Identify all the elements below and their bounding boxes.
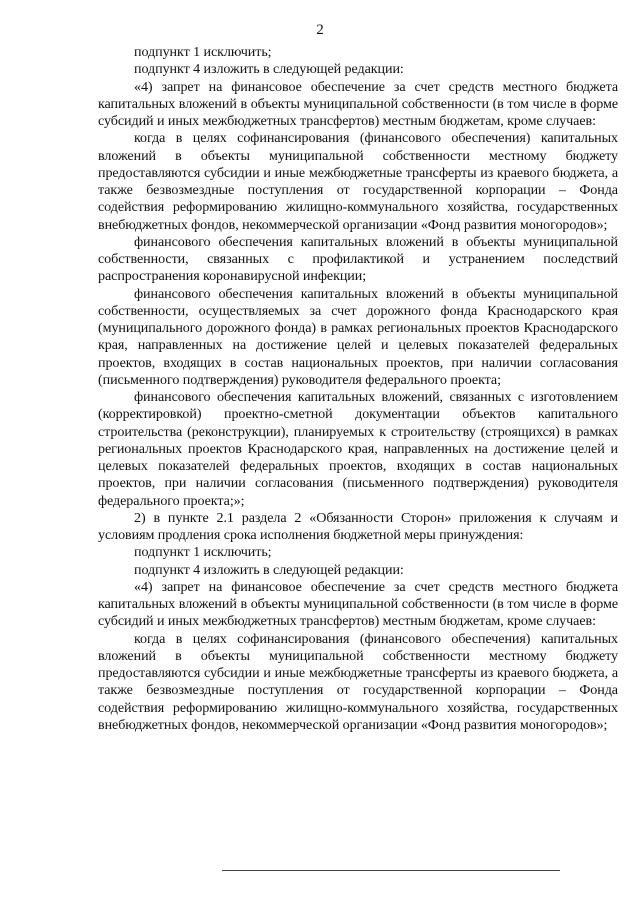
- paragraph: подпункт 4 изложить в следующей редакции:: [134, 561, 404, 578]
- paragraph: финансового обеспечения капитальных вложений, связанных с изготовлением (корректировкой) проектно-сметной документации объектов капитального строительства (реконструкции), планируемых к строительству (строящихся) в рамках региональных проектов Краснодарского края, направленных на достижение целей и целевых показателей федеральных проектов, входящих в состав национальных проектов, при наличии согласования (письменного подтверждения) руководителя федерального проекта;»;: [98, 389, 618, 509]
- paragraph: подпункт 1 исключить;: [134, 44, 272, 60]
- paragraph: «4) запрет на финансовое обеспечение за счет средств местного бюджета капитальных вложений в объекты муниципальной собственности (в том числе в форме субсидий и иных межбюджетных трансфертов) местным бюджетам, кроме случаев:: [98, 78, 618, 129]
- paragraph: финансового обеспечения капитальных вложений в объекты муниципальной собственности, связанных с профилактикой и устранением последствий распространения коронавирусной инфекции;: [98, 233, 618, 285]
- paragraph: когда в целях софинансирования (финансового обеспечения) капитальных вложений в объекты муниципальной собственности местному бюджету предоставляются субсидии и иные межбюджетные трансферты из краевого бюджета, а также безвозмездные поступления от государственной корпорации – Фонда содействия реформированию жилищно-коммунального хозяйства, государственных внебюджетных фондов, некоммерческой организации «Фонд развития моногородов»;: [98, 130, 618, 233]
- paragraph: «4) запрет на финансовое обеспечение за счет средств местного бюджета капитальных вложений в объекты муниципальной собственности (в том числе в форме субсидий и иных межбюджетных трансфертов) местным бюджетам, кроме случаев:: [98, 578, 618, 630]
- paragraph: 2) в пункте 2.1 раздела 2 «Обязанности Сторон» приложения к случаям и условиям продления срока исполнения бюджетной меры принуждения:: [98, 509, 618, 543]
- document-body: [98, 44, 618, 734]
- page-number: 2: [316, 22, 324, 38]
- paragraph: финансового обеспечения капитальных вложений в объекты муниципальной собственности, осуществляемых за счет дорожного фонда Краснодарского края (муниципального дорожного фонда) в рамках региональных проектов Краснодарского края, направленных на достижение целей и целевых показателей федеральных проектов, входящих в состав национальных проектов, при наличии согласования (письменного подтверждения) руководителя федерального проекта;: [98, 285, 618, 388]
- paragraph: когда в целях софинансирования (финансового обеспечения) капитальных вложений в объекты муниципальной собственности местному бюджету предоставляются субсидии и иные межбюджетные трансферты из краевого бюджета, а также безвозмездные поступления от государственной корпорации – Фонда содействия реформированию жилищно-коммунального хозяйства, государственных внебюджетных фондов, некоммерческой организации «Фонд развития моногородов»;: [98, 630, 618, 733]
- paragraph: подпункт 1 исключить;: [134, 544, 272, 561]
- paragraph: подпункт 4 изложить в следующей редакции:: [134, 61, 404, 78]
- footer-rule: [222, 870, 560, 871]
